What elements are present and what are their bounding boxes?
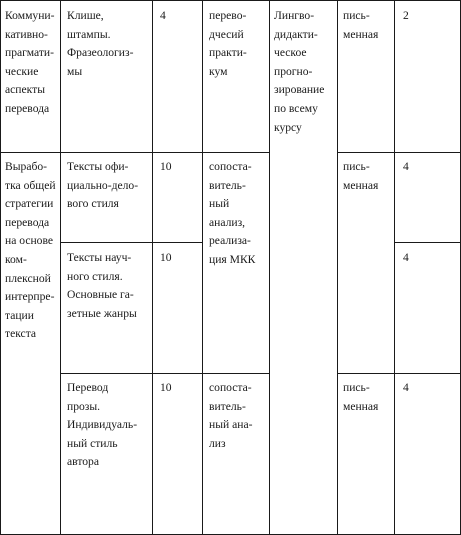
- row2-content-cell: [67, 158, 138, 214]
- row-divider-3-left: [60, 373, 270, 374]
- row3-content-line: Тексты науч-: [67, 251, 132, 264]
- row2-content-line: циально-дело-: [67, 178, 139, 192]
- row1-control-line: пись-: [343, 9, 370, 22]
- row2-topic-line: стратегии: [5, 197, 54, 211]
- row2-form-line: ция МКК: [209, 252, 256, 266]
- row1-topic-line: Коммуни-: [5, 9, 55, 22]
- row2-hours-cell: [160, 158, 172, 177]
- row1-form-line: дчесий: [209, 27, 244, 41]
- row4-control-cell: [343, 379, 378, 416]
- row4-content-line: ный стиль: [67, 436, 118, 450]
- row1-content-line: Клише,: [67, 9, 104, 22]
- row2-topic-line: интерпре-: [5, 290, 55, 304]
- row2-topic-line: на основе: [5, 234, 54, 248]
- row1-content-line: штампы.: [67, 27, 111, 41]
- row2-topic-line: текста: [5, 327, 37, 341]
- row4-hours-value: 10: [160, 381, 172, 394]
- row1-score-cell: [403, 7, 409, 26]
- row1-goal-line: курсу: [274, 120, 302, 134]
- row4-form-line: лиз: [209, 436, 226, 450]
- row1-goal-line: по всему: [274, 101, 318, 115]
- row2-control-cell: [343, 158, 378, 195]
- row4-score-cell: [403, 379, 409, 398]
- row1-goal-line: зирование: [274, 83, 325, 97]
- col-divider-2: [152, 0, 153, 535]
- row1-control-line: менная: [343, 27, 379, 41]
- row4-hours-cell: [160, 379, 172, 398]
- row2-control-line: пись-: [343, 160, 370, 173]
- row2-control-line: менная: [343, 178, 379, 192]
- row2-topic-line: тации: [5, 308, 34, 322]
- table-border-left: [0, 0, 1, 535]
- row4-content-line: автора: [67, 455, 99, 469]
- row1-form-line: перево-: [209, 9, 247, 22]
- row1-goal-line: ческое: [274, 46, 307, 60]
- row3-hours-value: 10: [160, 251, 172, 264]
- row2-topic-line: Вырабо-: [5, 160, 48, 173]
- col-divider-1: [60, 0, 61, 535]
- row4-score-value: 4: [403, 381, 409, 394]
- row2-form-line: реализа-: [209, 234, 251, 248]
- row4-content-cell: [67, 379, 137, 472]
- row3-content-cell: [67, 249, 137, 323]
- row4-content-line: Индивидуаль-: [67, 418, 138, 432]
- row1-score-value: 2: [403, 9, 409, 22]
- row1-goal-line: Лингво-: [274, 9, 315, 22]
- row2-form-line: витель-: [209, 178, 246, 192]
- row3-content-line: ного стиля.: [67, 269, 123, 283]
- row-divider-2-right: [394, 242, 461, 243]
- row1-topic-cell: [5, 7, 54, 119]
- row2-topic-line: тка общей: [5, 178, 56, 192]
- row3-score-value: 4: [403, 251, 409, 264]
- row2-topic-line: ком-: [5, 252, 27, 266]
- row4-content-line: Перевод: [67, 381, 109, 394]
- row2-content-line: вого стиля: [67, 197, 119, 211]
- row-divider-1-right: [337, 152, 461, 153]
- col-divider-3: [202, 0, 203, 535]
- row2-form-line: анализ,: [209, 215, 246, 229]
- row4-form-line: ный ана-: [209, 418, 253, 432]
- row-divider-1-left: [0, 152, 270, 153]
- row2-form-line: сопоста-: [209, 160, 252, 173]
- row4-control-line: менная: [343, 399, 379, 413]
- row-divider-2-mid: [60, 242, 203, 243]
- row2-topic-line: перевода: [5, 215, 50, 229]
- row4-form-line: сопоста-: [209, 381, 252, 394]
- row1-content-line: мы: [67, 64, 83, 78]
- row1-hours-value: 4: [160, 9, 166, 22]
- row1-hours-cell: [160, 7, 166, 26]
- row1-topic-line: перевода: [5, 101, 50, 115]
- col-divider-6: [394, 0, 395, 535]
- row1-form-cell: [209, 7, 247, 81]
- row2-score-value: 4: [403, 160, 409, 173]
- row2-topic-cell: [5, 158, 56, 344]
- row4-form-cell: [209, 379, 252, 453]
- row2-topic-line: плексной: [5, 271, 51, 285]
- row4-form-line: витель-: [209, 399, 246, 413]
- row3-content-line: Основные га-: [67, 288, 134, 302]
- row4-content-line: прозы.: [67, 399, 101, 413]
- row1-content-line: Фразеологиз-: [67, 46, 134, 60]
- row1-topic-line: аспекты: [5, 83, 45, 97]
- col-divider-4: [269, 0, 270, 535]
- row1-goal-line: дидакти-: [274, 27, 318, 41]
- row2-content-line: Тексты офи-: [67, 160, 129, 173]
- row2-hours-value: 10: [160, 160, 172, 173]
- row1-form-line: кум: [209, 64, 228, 78]
- row1-topic-line: ческие: [5, 64, 39, 78]
- row2-form-cell: [209, 158, 255, 270]
- row3-content-line: зетные жанры: [67, 306, 137, 320]
- row1-goal-cell: [274, 7, 324, 137]
- row3-hours-cell: [160, 249, 172, 268]
- table-border-top: [0, 0, 461, 1]
- row4-control-line: пись-: [343, 381, 370, 394]
- row2-score-cell: [403, 158, 409, 177]
- row1-form-line: практи-: [209, 46, 247, 60]
- row2-form-line: ный: [209, 197, 230, 211]
- row1-control-cell: [343, 7, 378, 44]
- col-divider-5: [337, 0, 338, 535]
- row1-topic-line: кативно-: [5, 27, 48, 41]
- row1-content-cell: [67, 7, 133, 81]
- row3-score-cell: [403, 249, 409, 268]
- row1-topic-line: прагмати-: [5, 46, 54, 60]
- row1-goal-line: прогно-: [274, 64, 313, 78]
- row-divider-3-right: [337, 373, 461, 374]
